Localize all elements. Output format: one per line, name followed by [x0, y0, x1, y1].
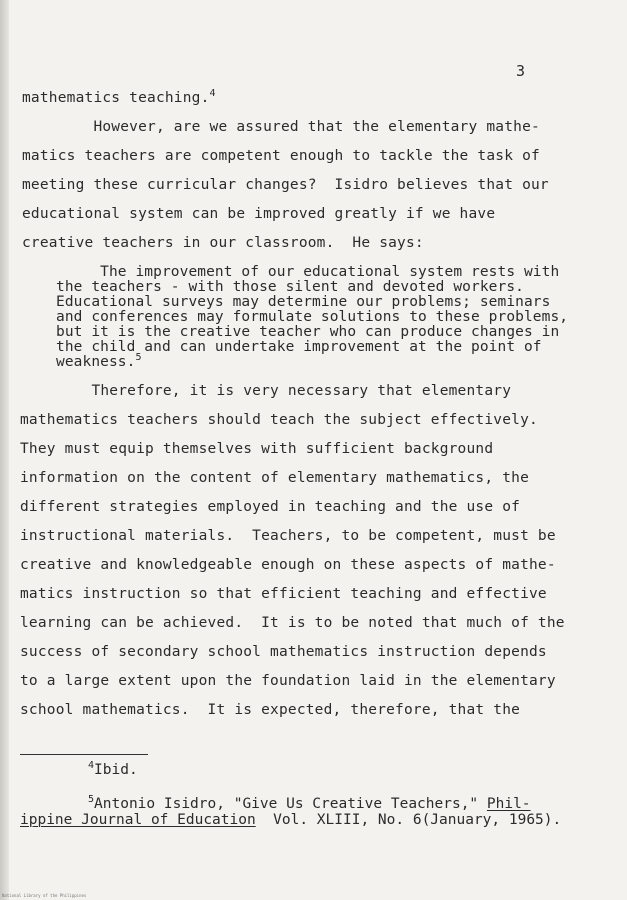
paragraph-line: mathematics teachers should teach the subject effectively.	[20, 412, 538, 428]
footnote-ref: 4	[209, 88, 216, 99]
quote-line: and conferences may formulate solutions to these problems,	[56, 309, 569, 325]
footnote-volume: Vol. XLIII, No. 6(January, 1965).	[255, 812, 562, 828]
quote-line: Educational surveys may determine our problems; seminars	[56, 294, 551, 310]
paragraph-line: However, are we assured that the elementary mathe-	[22, 119, 540, 135]
quote-line	[56, 354, 142, 370]
paragraph-line: They must equip themselves with sufficient background	[20, 441, 494, 457]
paragraph-line: Therefore, it is very necessary that elementary	[20, 383, 512, 399]
paragraph-line: learning can be achieved. It is to be noted that much of the	[20, 615, 565, 631]
scan-footer: National Library of the Philippines	[2, 893, 87, 898]
footnote-divider	[20, 754, 148, 755]
paragraph-line: school mathematics. It is expected, therefore, that the	[20, 702, 521, 718]
page-number: 3	[516, 62, 526, 80]
paragraph-line: success of secondary school mathematics instruction depends	[20, 644, 547, 660]
footnote-text: Ibid.	[94, 762, 138, 778]
footnote-5-line-1	[88, 796, 531, 812]
paragraph-line: information on the content of elementary mathematics, the	[20, 470, 529, 486]
paragraph-line: educational system can be improved greatly if we have	[22, 206, 496, 222]
paragraph-line: meeting these curricular changes? Isidro believes that our	[22, 177, 549, 193]
footnote-journal: ippine Journal of Education	[20, 812, 256, 828]
footnote-ref: 5	[135, 352, 142, 363]
footnote-journal: Phil-	[486, 796, 531, 812]
paragraph-line: creative teachers in our classroom. He says:	[22, 235, 424, 251]
paragraph-line: matics instruction so that efficient teaching and effective	[20, 586, 547, 602]
footnote-article: "Give Us Creative Teachers,"	[233, 796, 487, 812]
footnote-mark: 4	[88, 760, 95, 771]
footnote-5-line-2	[20, 812, 561, 828]
paragraph-line: creative and knowledgeable enough on these aspects of mathe-	[20, 557, 556, 573]
paragraph-line: instructional materials. Teachers, to be competent, must be	[20, 528, 556, 544]
page-binding-edge	[0, 0, 9, 900]
paragraph-line: matics teachers are competent enough to tackle the task of	[22, 148, 540, 164]
paragraph-line: different strategies employed in teaching and the use of	[20, 499, 521, 515]
footnote-author: Antonio Isidro,	[94, 796, 234, 812]
paragraph-line: to a large extent upon the foundation laid in the elementary	[20, 673, 556, 689]
footnote-4	[88, 762, 138, 778]
quote-text: weakness.	[56, 354, 136, 370]
quote-line: the child and can undertake improvement at the point of	[56, 339, 542, 355]
paragraph-text: mathematics teaching.	[22, 90, 210, 106]
paragraph-line	[22, 90, 216, 106]
quote-line: the teachers - with those silent and devoted workers.	[56, 279, 524, 295]
quote-line: but it is the creative teacher who can produce changes in	[56, 324, 560, 340]
quote-line: The improvement of our educational system rests with	[56, 264, 560, 280]
footnote-mark: 5	[88, 794, 95, 805]
